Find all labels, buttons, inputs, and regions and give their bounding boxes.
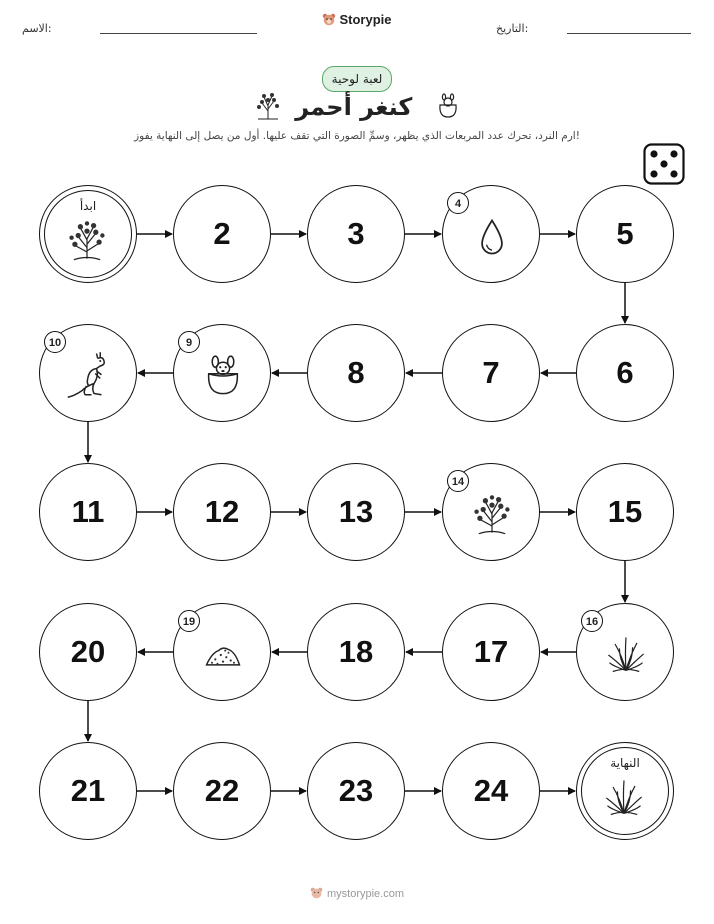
board-space-2	[173, 185, 271, 283]
board-space-16	[576, 603, 674, 701]
space-number: 11	[71, 494, 105, 529]
bush-icon	[470, 493, 514, 541]
board-space-3	[307, 185, 405, 283]
board-space-6	[576, 324, 674, 422]
board-space-4	[442, 185, 540, 283]
board-space-21	[39, 742, 137, 840]
finish-label: النهاية	[610, 756, 640, 770]
board-game-badge: لعبة لوحية	[322, 66, 392, 92]
board-space-7	[442, 324, 540, 422]
board-space-5	[576, 185, 674, 283]
start-label: ابدأ	[79, 199, 97, 213]
bush-icon	[65, 219, 109, 267]
space-number-badge: 14	[447, 470, 469, 492]
space-number: 21	[70, 773, 106, 808]
space-number: 5	[616, 216, 634, 251]
board-space-24	[442, 742, 540, 840]
start-space	[39, 185, 137, 283]
water-drop-icon	[470, 215, 514, 263]
instructions: ارم النرد، تحرك عدد المربعات الذي يظهر، وسمِّ الصورة التي تقف عليها. أول من يصل إلى النهاية يفوز!	[134, 130, 580, 142]
space-number: 3	[347, 216, 365, 251]
space-number-badge: 9	[178, 331, 200, 353]
space-number: 20	[70, 634, 106, 669]
footer	[0, 887, 714, 900]
footer-url: mystorypie.com	[326, 888, 405, 900]
board-space-10	[39, 324, 137, 422]
title-text: كنغر أحمر	[295, 93, 413, 121]
grass-icon	[602, 776, 646, 824]
space-number-badge: 4	[447, 192, 469, 214]
space-number: 15	[607, 494, 643, 529]
name-label: الاسم:	[22, 22, 52, 35]
space-number: 2	[213, 216, 231, 251]
board-space-23	[307, 742, 405, 840]
board-space-22	[173, 742, 271, 840]
joey-in-pouch-icon	[201, 354, 245, 402]
board-space-15	[576, 463, 674, 561]
space-number: 18	[338, 634, 374, 669]
brand-name: Storypie	[339, 12, 392, 27]
space-number-badge: 19	[178, 610, 200, 632]
board-space-14	[442, 463, 540, 561]
board-space-19	[173, 603, 271, 701]
kangaroo-icon	[64, 351, 114, 405]
board-space-17	[442, 603, 540, 701]
space-number: 8	[347, 355, 365, 390]
space-number: 23	[338, 773, 374, 808]
space-number-badge: 10	[44, 331, 66, 353]
board-space-9	[173, 324, 271, 422]
grass-icon	[604, 633, 648, 681]
bear-logo-icon	[310, 887, 323, 899]
space-number: 13	[338, 494, 374, 529]
space-number: 12	[204, 494, 240, 529]
board-space-12	[173, 463, 271, 561]
space-number: 17	[473, 634, 509, 669]
space-number: 6	[616, 355, 634, 390]
space-number: 7	[482, 355, 500, 390]
board-space-8	[307, 324, 405, 422]
dirt-mound-icon	[201, 633, 245, 681]
space-number: 22	[204, 773, 240, 808]
finish-space	[576, 742, 674, 840]
space-number-badge: 16	[581, 610, 603, 632]
board-space-18	[307, 603, 405, 701]
board-space-11	[39, 463, 137, 561]
board-space-13	[307, 463, 405, 561]
space-number: 24	[473, 773, 509, 808]
date-label: التاريخ:	[496, 22, 529, 35]
board-space-20	[39, 603, 137, 701]
